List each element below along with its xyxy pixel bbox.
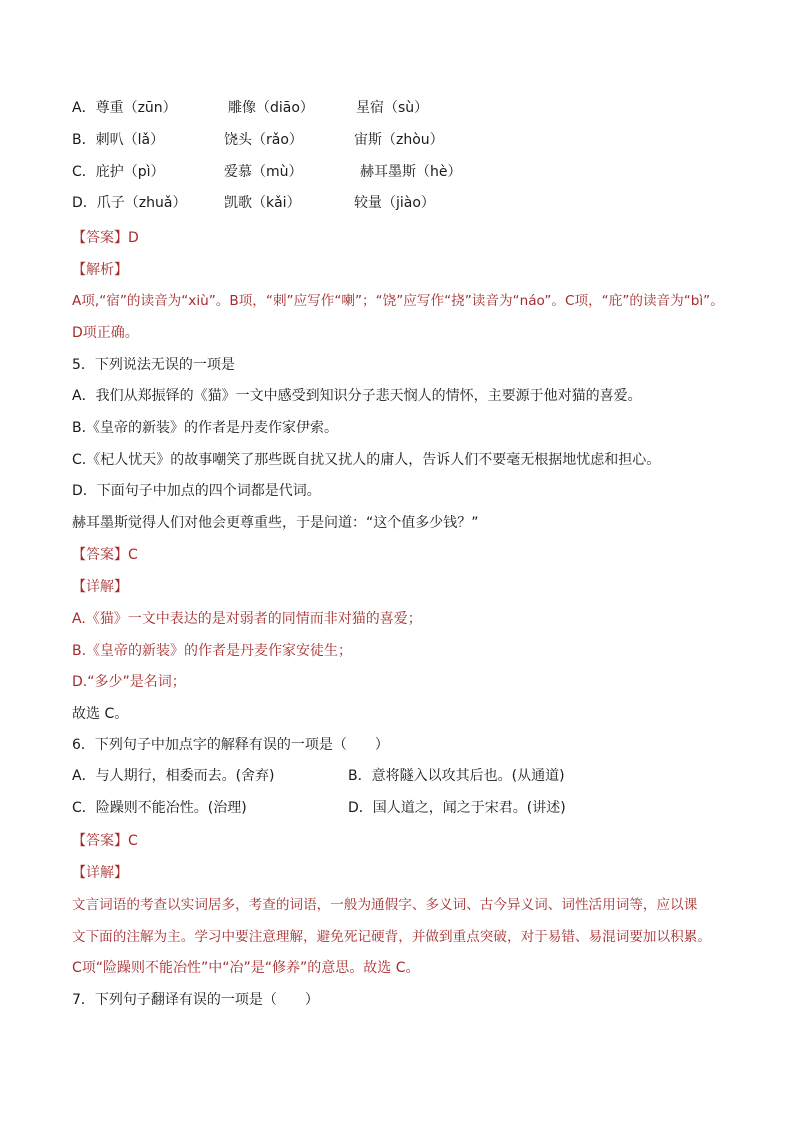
q5-detail-line-2: B.《皇帝的新装》的作者是丹麦作家安徒生； [72,643,353,659]
q4-option-a-1: A．尊重（zūn） [72,100,177,116]
q6-detail-line-2: 文下面的注解为主。学习中要注意理解，避免死记硬背，并做到重点突破，对于易错、易混词要加以积累。 [72,929,711,945]
q5-option-b: B.《皇帝的新装》的作者是丹麦作家伊索。 [72,420,339,436]
q4-analysis-tag [72,260,128,280]
q4-option-d-1: D．爪子（zhuǎ） [72,195,187,211]
answer-tag: 【答案】 [72,230,128,246]
detail-tag: 【详解】 [72,865,128,881]
q5-option-d-example: 赫耳墨斯觉得人们对他会更尊重些，于是问道：“这个值多少钱？” [72,515,479,531]
analysis-tag: 【解析】 [72,262,128,278]
q4-option-b-1: B．刺叭（lǎ） [72,132,165,148]
q4-option-b-2: 饶头（rǎo） [224,132,303,148]
q5-conclusion: 故选 C。 [72,706,129,722]
q5-option-d: D．下面句子中加点的四个词都是代词。 [72,483,321,499]
q5-answer [72,545,138,565]
q5-option-a: A．我们从郑振铎的《猫》一文中感受到知识分子悲天悯人的情怀，主要源于他对猫的喜爱。 [72,388,642,404]
q6-option-c: C．险躁则不能冶性。(治理) [72,800,247,816]
q6-option-b: B．意将隧入以攻其后也。(从通道) [348,768,565,784]
q4-option-c-3: 赫耳墨斯（hè） [360,164,462,180]
q4-answer [72,228,139,248]
q5-detail-tag [72,577,128,597]
q4-option-d-3: 较量（jiào） [354,195,435,211]
q6-detail-line-1: 文言词语的考查以实词居多，考查的词语，一般为通假字、多义词、古今异义词、词性活用词等，应以课 [72,897,698,913]
q4-option-c-2: 爱慕（mù） [224,164,303,180]
q5-detail-line-1: A.《猫》一文中表达的是对弱者的同情而非对猫的喜爱； [72,611,422,627]
answer-value: C [128,833,138,849]
q4-option-b-3: 宙斯（zhòu） [354,132,444,148]
q4-option-c-1: C．庇护（pì） [72,164,165,180]
q4-analysis-line-1: A项,“宿”的读音为“xiù”。B项，“刺”应写作“喇”；“饶”应写作“挠”读音为“náo”。C项，“庇”的读音为“bì”。 [72,293,724,309]
q4-option-a-3: 星宿（sù） [356,100,429,116]
q6-stem: 6．下列句子中加点字的解释有误的一项是（ ） [72,737,389,753]
q4-analysis-line-2: D项正确。 [72,325,139,341]
detail-tag: 【详解】 [72,579,128,595]
q5-detail-line-3: D.“多少”是名词； [72,674,186,690]
q5-stem: 5．下列说法无误的一项是 [72,357,235,373]
q7-stem: 7．下列句子翻译有误的一项是（ ） [72,992,319,1008]
q6-answer [72,831,138,851]
q6-detail-tag [72,863,128,883]
answer-value: C [128,547,138,563]
q6-detail-line-3: C项“险躁则不能冶性”中“冶”是“修养”的意思。故选 C。 [72,960,420,976]
q4-option-a-2: 雕像（diāo） [228,100,314,116]
q4-option-d-2: 凯歌（kǎi） [224,195,301,211]
answer-tag: 【答案】 [72,833,128,849]
answer-value: D [128,230,139,246]
answer-tag: 【答案】 [72,547,128,563]
q6-option-a: A．与人期行，相委而去。(舍弃) [72,768,275,784]
q6-option-d: D．国人道之，闻之于宋君。(讲述) [348,800,566,816]
q5-option-c: C.《杞人忧天》的故事嘲笑了那些既自扰又扰人的庸人，告诉人们不要毫无根据地忧虑和担心。 [72,452,661,468]
